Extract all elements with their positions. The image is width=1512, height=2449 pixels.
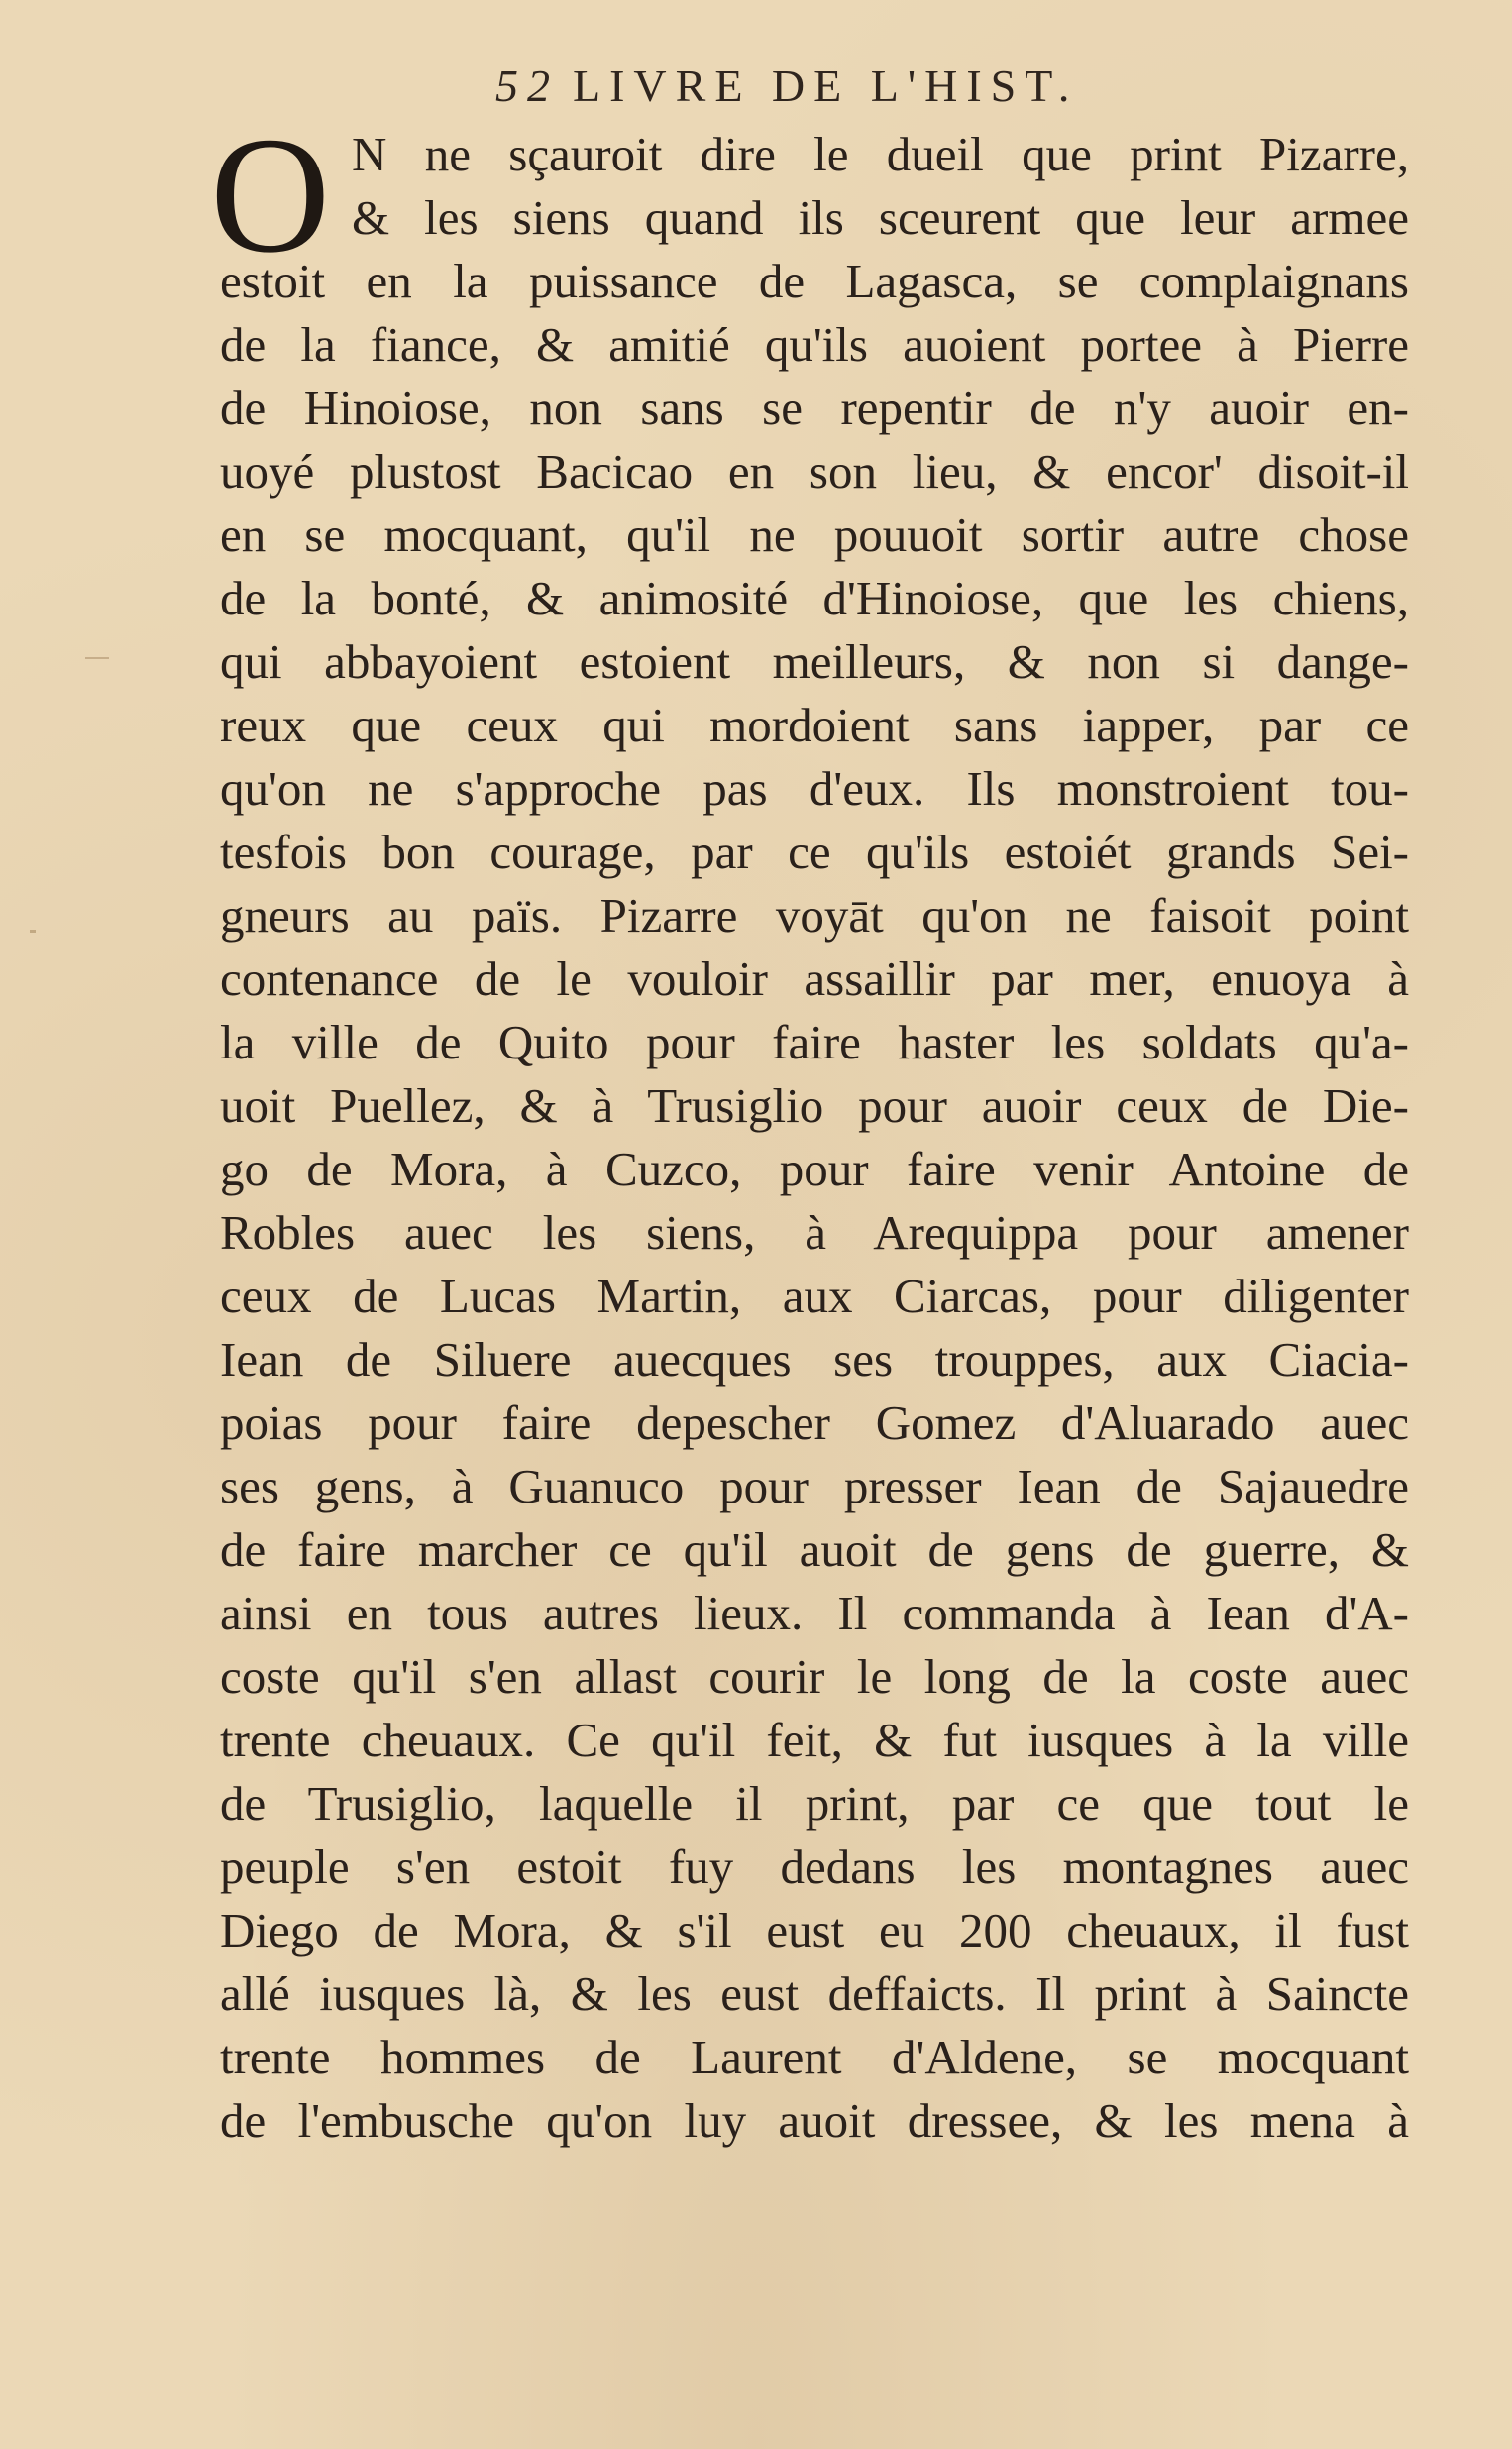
text-line: poias pour faire depescher Gomez d'Aluarado auec — [220, 1395, 1409, 1450]
text-line: ainsi en tous autres lieux. Il commanda à Iean d'A- — [220, 1586, 1409, 1640]
text-line: uoit Puellez, & à Trusiglio pour auoir ceux de Die- — [220, 1078, 1409, 1133]
text-line: gneurs au païs. Pizarre voyāt qu'on ne faisoit point — [220, 888, 1409, 943]
margin-mark — [85, 657, 109, 659]
text-line: de la bonté, & animosité d'Hinoiose, que les chiens, — [220, 571, 1409, 625]
text-line: peuple s'en estoit fuy dedans les montagnes auec — [220, 1839, 1409, 1894]
text-line: en se mocquant, qu'il ne pouuoit sortir autre chose — [220, 507, 1409, 562]
text-line: ses gens, à Guanuco pour presser Iean de Sajauedre — [220, 1459, 1409, 1513]
text-line: uoyé plustost Bacicao en son lieu, & encor' disoit-il — [220, 444, 1409, 499]
text-line: qui abbayoient estoient meilleurs, & non si dange- — [220, 634, 1409, 689]
text-line: Diego de Mora, & s'il eust eu 200 cheuaux, il fust — [220, 1903, 1409, 1957]
text-line: allé iusques là, & les eust deffaicts. Il print à Saincte — [220, 1966, 1409, 2021]
text-line: de la fiance, & amitié qu'ils auoient portee à Pierre — [220, 317, 1409, 372]
text-line: contenance de le vouloir assaillir par mer, enuoya à — [220, 951, 1409, 1006]
text-line: la ville de Quito pour faire haster les soldats qu'a- — [220, 1015, 1409, 1069]
running-title: LIVRE DE L'HIST. — [573, 60, 1079, 111]
page-number: 52 — [495, 60, 559, 111]
margin-mark — [30, 930, 36, 933]
text-line: & les siens quand ils sceurent que leur armee — [352, 190, 1409, 245]
text-line: de Trusiglio, laquelle il print, par ce que tout le — [220, 1776, 1409, 1831]
text-line: go de Mora, à Cuzco, pour faire venir Antoine de — [220, 1142, 1409, 1196]
drop-cap: O — [210, 103, 331, 287]
text-line: trente hommes de Laurent d'Aldene, se mocquant — [220, 2030, 1409, 2084]
text-line: trente cheuaux. Ce qu'il feit, & fut iusques à la ville — [220, 1713, 1409, 1767]
text-line: reux que ceux qui mordoient sans iapper, par ce — [220, 698, 1409, 752]
text-line: Robles auec les siens, à Arequippa pour amener — [220, 1205, 1409, 1260]
text-line: qu'on ne s'approche pas d'eux. Ils monstroient tou- — [220, 761, 1409, 816]
text-line: de l'embusche qu'on luy auoit dressee, & les mena à — [220, 2093, 1409, 2148]
text-line: tesfois bon courage, par ce qu'ils estoiét grands Sei- — [220, 825, 1409, 879]
text-line: N ne sçauroit dire le dueil que print Pizarre, — [352, 127, 1409, 181]
text-line: de Hinoiose, non sans se repentir de n'y auoir en- — [220, 381, 1409, 435]
text-line: coste qu'il s'en allast courir le long de la coste auec — [220, 1649, 1409, 1704]
text-line: estoit en la puissance de Lagasca, se complaignans — [220, 254, 1409, 308]
text-line: ceux de Lucas Martin, aux Ciarcas, pour diligenter — [220, 1269, 1409, 1323]
text-line: de faire marcher ce qu'il auoit de gens de guerre, & — [220, 1522, 1409, 1577]
running-head — [495, 59, 1078, 119]
text-line: Iean de Siluere auecques ses trouppes, aux Ciacia- — [220, 1332, 1409, 1387]
